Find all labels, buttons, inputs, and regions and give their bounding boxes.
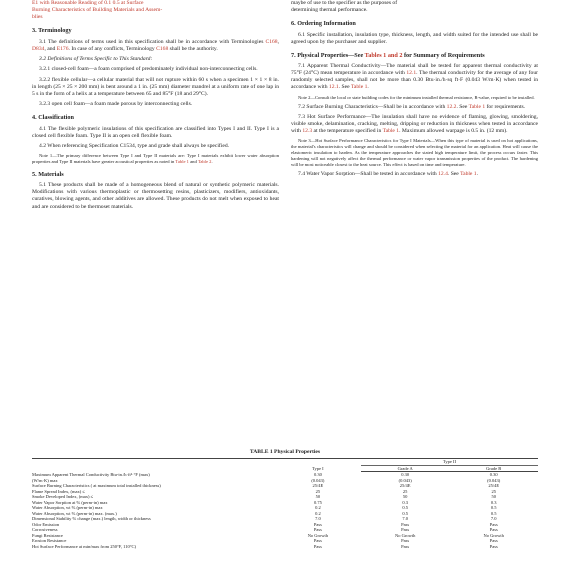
type-1-cell: 25 (315, 488, 321, 494)
grade-a-cell: 50 (402, 494, 408, 499)
column-header-grade-b: Grade B (449, 465, 538, 472)
reference-link[interactable]: Table 2 (197, 159, 212, 165)
table-title: TABLE 1 Physical Properties (249, 449, 321, 455)
reference-link[interactable]: C168 (156, 45, 169, 52)
property-cell: Dimensional Stability % change (max.) length, width or thickness (32, 516, 151, 521)
paragraph-3-2: 3.2 Definitions of Terms Specific to This Standard: (39, 56, 153, 63)
type-1-cell: 0.30 (313, 471, 322, 477)
reference-link[interactable]: Table 1 (468, 103, 486, 110)
reference-link[interactable]: Tables 1 and 2 (364, 51, 403, 59)
property-cell: Fungi Resistance (32, 532, 63, 538)
type-1-cell: 0.75 (313, 499, 322, 505)
grade-b-cell: Pass (489, 538, 498, 543)
grade-a-cell: 25 (402, 488, 408, 494)
continued-reference-line: blies (32, 14, 43, 21)
grade-b-cell: Pass (489, 543, 498, 549)
right-column (291, 0, 538, 181)
grade-b-cell: 25/4E (488, 483, 500, 488)
grade-b-cell: 25 (491, 488, 496, 494)
column-header-type-1: Type I (275, 459, 361, 472)
grade-a-cell: 7.0 (402, 516, 408, 521)
section-heading-materials: 5. Materials (32, 170, 64, 178)
grade-a-cell: 0.5 (402, 510, 408, 516)
paragraph-4-2: 4.2 When referencing Specification C1534, type and grade shall always be specified. (39, 142, 230, 149)
type-1-cell: Pass (313, 538, 322, 543)
property-cell: Hot Surface Performance at min/max from 250°F, 110°C) (32, 543, 137, 549)
property-cell: Smoke Developed Index, (max) ≤ (32, 494, 94, 499)
property-cell: Corrosiveness (32, 527, 58, 532)
paragraph-4-1: 4.1 The flexible polymeric insulations of this specification are classified into Types I and II. Type I is a closed cell flexible foam. Type II is an open cell flexible foam. (32, 125, 279, 139)
physical-properties-table-section (32, 449, 538, 549)
type-1-cell: 25/4E (312, 483, 324, 488)
reference-link[interactable]: Table 1 (350, 84, 368, 91)
continued-text-line: determining thermal performance. (291, 7, 368, 14)
property-cell: Water Vapor Sorption at % (perm-in) max (32, 499, 108, 505)
grade-a-cell: 0.5 (402, 505, 408, 510)
reference-link[interactable]: D834 (32, 45, 45, 52)
grade-a-cell: Pass (401, 543, 410, 549)
continued-reference-line: E1 with Reasonable Reading of 0.1 0.5 at Surface (32, 0, 144, 6)
paragraph-7-1: 7.1 Apparent Thermal Conductivity—The material shall be tested for apparent thermal conductivity at 75°F (24°C) mean temperature in accordance with 12.1. The thermal conductivity for the average of any four randomly selected samples, shall not be more than 0.30 Btu·in./h·sq ft·F (0.043 W/m·K) when tested in accordance with 12.1. See Table 1. (291, 63, 538, 91)
reference-link[interactable]: 12.3 (302, 128, 313, 135)
grade-a-cell: 25/4E (399, 483, 411, 488)
paragraph-3-2-1: 3.2.1 closed-cell foam—a foam comprised of predominately individual non-interconnecting cells. (39, 66, 258, 73)
section-heading-physical-properties: 7. Physical Properties—See Tables 1 and 2 for Summary of Requirements (291, 51, 485, 59)
property-cell: Surface Burning Characteristics ( at maximum total installed thickness) (32, 483, 161, 488)
grade-b-cell: 0.5 (490, 505, 497, 510)
physical-properties-table (32, 458, 538, 549)
property-cell: Water Absorption, wt % (perm-in) max (32, 505, 103, 510)
grade-b-cell: (0.043) (487, 477, 501, 483)
reference-link[interactable]: Table 1 (460, 170, 477, 177)
paragraph-6-1: 6.1 Specific installation, insulation type, thickness, length, and width suited for the intended use shall be agreed upon by the purchaser and supplier. (291, 31, 538, 45)
paragraph-3-1: 3.1 The definitions of terms used in this specification shall be in accordance with Terminologies C168, D834, and E176. In case of any conflicts, Terminology C168 shall be the authority. (32, 38, 279, 52)
reference-link[interactable]: C168 (265, 38, 278, 45)
type-1-cell: 7.0 (315, 516, 321, 521)
property-cell: (W/m·K) max (32, 477, 58, 483)
reference-link[interactable]: E176 (56, 45, 69, 52)
note-1: Note 1—The primary difference between Type I and Type II materials are: Type I materials exhibit lower water absorption properties and Type II materials have greater acoustical properties as noted in Table 1 and Table 2. (32, 153, 279, 165)
property-cell: Odor Emission (32, 521, 60, 527)
type-1-cell: Pass (313, 521, 322, 527)
grade-b-cell: No Growth (483, 532, 504, 538)
paragraph-3-2-3: 3.2.3 open cell foam—a foam made porous by interconnecting cells. (39, 101, 193, 108)
reference-link[interactable]: 12.2 (446, 103, 457, 110)
property-cell: Water Absorption, wt % (perm-in) max. (max.) (32, 510, 117, 516)
reference-link[interactable]: Table 1 (382, 128, 400, 135)
grade-a-cell: (0.043) (398, 477, 412, 483)
paragraph-7-2: 7.2 Surface Burning Characteristics—Shall be in accordance with 12.2. See Table 1 for requirements. (298, 103, 526, 110)
reference-link[interactable]: 12.4 (438, 170, 448, 177)
grade-b-cell: Pass (489, 527, 498, 532)
grade-b-cell: 50 (491, 494, 496, 499)
type-1-cell: Pass (313, 527, 322, 532)
property-cell: Erosion Resistance (32, 538, 67, 543)
continued-text-line: maybe of use to the specifier as the purposes of (291, 0, 398, 6)
grade-a-cell: Pass (401, 538, 410, 543)
continued-reference-line: Burning Characteristics of Building Materials and Assem- (32, 7, 163, 14)
grade-a-cell: Pass (401, 527, 410, 532)
property-cell: Maximum Apparent Thermal Conductivity Btu-in./h·ft²·°F (max) (32, 471, 150, 477)
type-1-cell: 0.2 (315, 505, 321, 510)
section-heading-terminology: 3. Terminology (32, 27, 72, 35)
reference-link[interactable]: Table 1 (175, 159, 189, 165)
note-3: Note 3—Hot Surface Performance Characteristics for Type I Materials—When this type of material is used on hot applications, the material's characteristics will change and should be considered when selecting the material for an application. Heat will cause the elastomeric insulation to harden. As the temperature approaches the stated high temperature limit, the process occurs faster. This hardening will not negatively affect the thermal performance or water vapor transmission properties of the product. The hardening will be most noticeable closest to the heat source. This effect is based on time and temperature. (291, 138, 538, 167)
type-1-cell: 0.2 (315, 510, 321, 516)
grade-b-cell: 7.0 (490, 516, 497, 521)
note-2: Note 2—Consult the local or state building codes for the minimum installed thermal resistance, R-value, required to be installed. (298, 94, 535, 100)
paragraph-7-4: 7.4 Water Vapor Sorption—Shall be tested in accordance with 12.4. See Table 1. (298, 170, 479, 177)
table-row (32, 544, 538, 550)
grade-a-cell: Pass (401, 521, 410, 527)
grade-a-cell: No Growth (394, 532, 416, 538)
type-1-cell: Pass (313, 543, 322, 549)
type-1-cell: No Growth (307, 532, 329, 538)
section-heading-classification: 4. Classification (32, 114, 74, 122)
grade-b-cell: 0.30 (489, 472, 498, 477)
grade-b-cell: Pass (489, 521, 498, 527)
grade-a-cell: 0.30 (401, 472, 410, 477)
grade-b-cell: 0.3 (490, 499, 497, 505)
grade-a-cell: 0.3 (402, 499, 408, 505)
column-header-type-2: Type II (361, 459, 538, 466)
reference-link[interactable]: 12.1 (406, 70, 417, 77)
reference-link[interactable]: 12.1 (328, 84, 339, 91)
paragraph-3-2-2: 3.2.2 flexible cellular—a cellular material that will not rupture within 60 s when a specimen 1 × 1 × 8 in. in length (25 × 25 × 200 mm) is bent around a 1 in. (25 mm) diameter mandrel at a uniform rate of one lap in 5 s in the form of a helix at a temperature between 65 and 85°F (18 and 29°C). (32, 76, 279, 97)
section-heading-ordering: 6. Ordering Information (291, 20, 356, 28)
column-header-grade-a: Grade A (361, 465, 450, 472)
paragraph-7-3: 7.3 Hot Surface Performance—The insulation shall have no evidence of flaming, glowing, smoldering, visible smoke, delamination, cracking, melting, dripping or reduction in thickness when tested in accordance with 12.3 at the temperature specified in Table 1. Maximum allowed warpage is 0.5 in. (12 mm). (291, 114, 538, 135)
type-1-cell: (0.043) (311, 477, 325, 483)
paragraph-5-1: 5.1 These products shall be made of a homogeneous blend of natural or synthetic polymeric materials. Modifications with various thermoplastic or thermosetting resins, plasticizers, modifiers, antioxidants, curatives, blowing agents, and other additives are allowed. These products do not melt when exposed to heat and are considered to be thermoset materials. (32, 182, 279, 210)
column-header-property (32, 459, 275, 472)
left-column (32, 0, 279, 214)
property-cell: Flame Spread Index, (max) ≤ (32, 488, 85, 494)
type-1-cell: 50 (315, 494, 321, 499)
grade-b-cell: 0.5 (490, 510, 497, 516)
